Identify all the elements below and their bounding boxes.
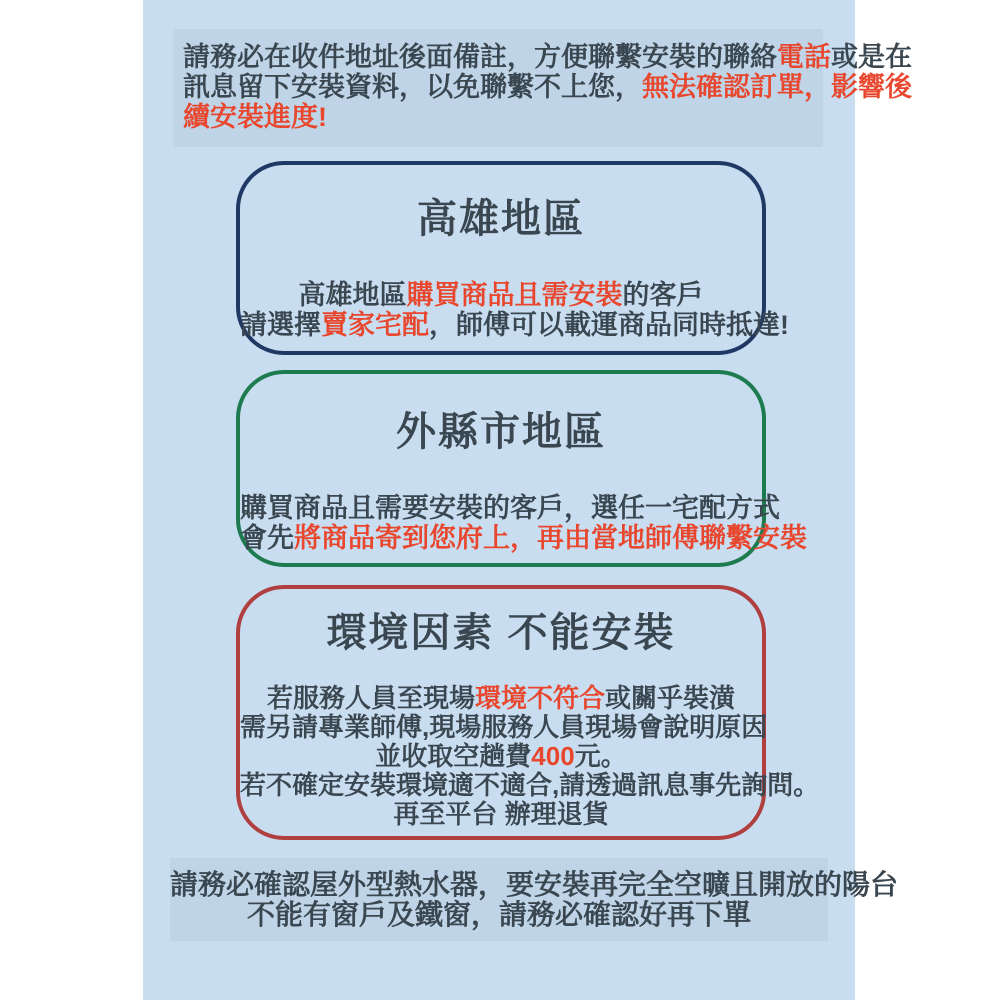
environment-factors-body: 若服務人員至現場環境不符合或關乎裝潢 需另請專業師傅,現場服務人員現場會說明原因 並收取空趟費400元。 若不確定安裝環境適不適合,請透過訊息事先詢問。 再至平台 辦理退貨 [240,683,820,829]
other-counties-title: 外縣市地區 [396,410,606,454]
other-counties-body: 購買商品且需要安裝的客戶，選任一宅配方式 會先將商品寄到您府上，再由當地師傅聯繫安裝 [240,493,807,553]
kaohsiung-area-title: 高雄地區 [417,197,585,241]
kaohsiung-area-box [236,161,789,355]
environment-factors-box [236,585,820,840]
top-notice-text: 請務必在收件地址後面備註，方便聯繫安裝的聯絡電話或是在 訊息留下安裝資料，以免聯繫不上您，無法確認訂單，影響後 續安裝進度! [173,29,823,147]
environment-factors-title: 環境因素 不能安裝 [326,611,676,655]
kaohsiung-area-body: 高雄地區購買商品且需安裝的客戶 請選擇賣家宅配，師傅可以載運商品同時抵達! [240,280,789,340]
bottom-notice-text: 請務必確認屋外型熱水器，要安裝再完全空曠且開放的陽台 不能有窗戶及鐵窗，請務必確認好再下單 [170,858,828,941]
other-counties-box [236,370,807,567]
main-panel [143,0,912,1000]
